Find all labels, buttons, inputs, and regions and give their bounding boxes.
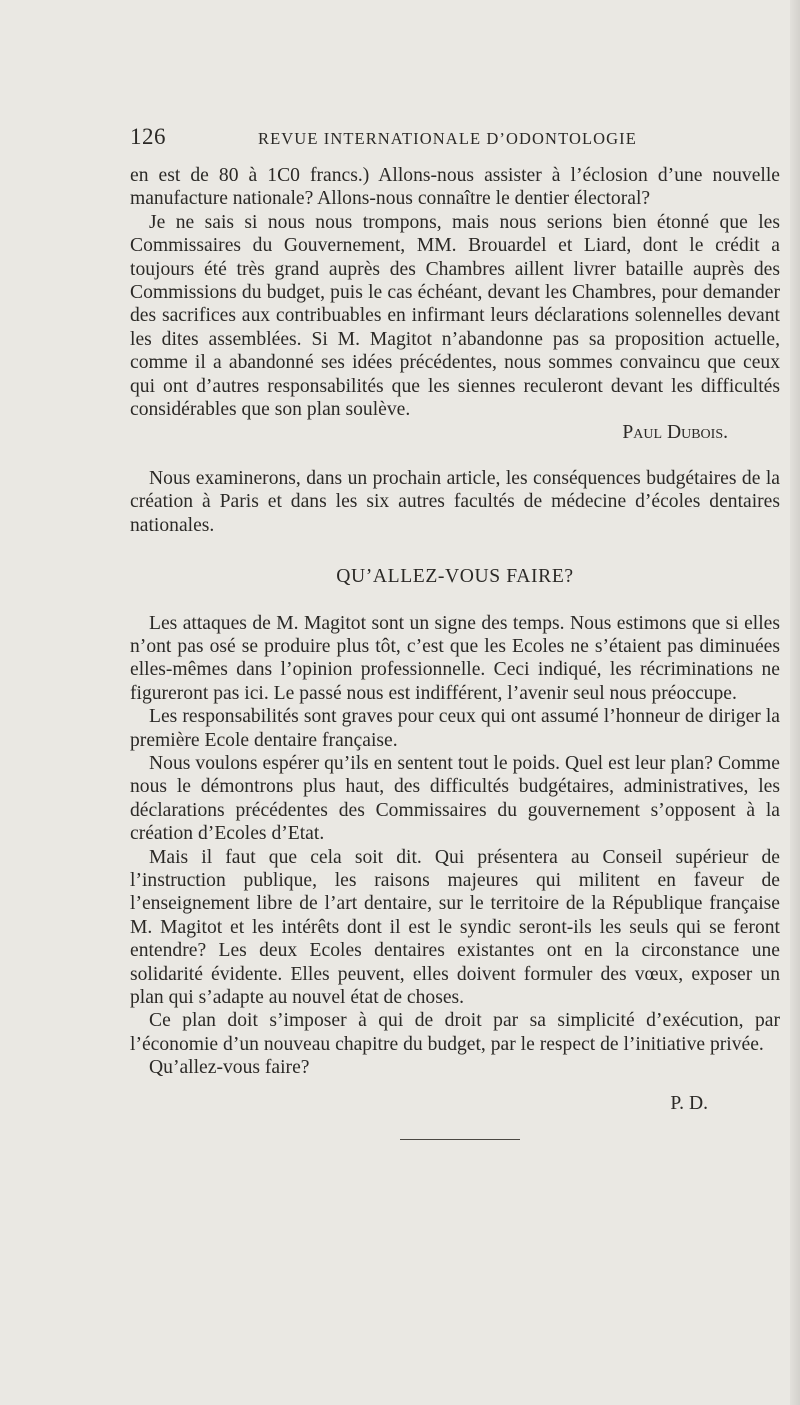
journal-title: REVUE INTERNATIONALE D’ODONTOLOGIE — [258, 129, 637, 148]
body-text — [130, 164, 780, 1140]
page-edge — [790, 0, 800, 1405]
article1-paragraph-1: en est de 80 à 1C0 francs.) Allons-nous assister à l’éclosion d’une nouvelle manufacture nationale? Allons-nous connaître le dentier électoral? — [130, 165, 780, 210]
article2-paragraph-6: Qu’allez-vous faire? — [149, 1057, 310, 1079]
article2-paragraph-1: Les attaques de M. Magitot sont un signe des temps. Nous estimons que si elles n’ont pas osé se produire plus tôt, c’est que les Ecoles ne s’étaient pas diminuées elles-mêmes dans l’opinion professionnelle. Ceci indiqué, les récriminations ne figureront pas ici. Le passé nous est indifférent, l’avenir seul nous préoccupe. — [130, 612, 780, 704]
article2-paragraph-2: Les responsabilités sont graves pour ceux qui ont assumé l’honneur de diriger la première Ecole dentaire française. — [130, 706, 780, 751]
end-rule — [400, 1139, 520, 1140]
article2-paragraph-5: Ce plan doit s’imposer à qui de droit par sa simplicité d’exécution, par l’économie d’un nouveau chapitre du budget, par le respect de l’initiative privée. — [130, 1010, 780, 1055]
page-number: 126 — [130, 124, 166, 149]
author-signature: Paul Dubois. — [622, 422, 728, 444]
article1-paragraph-2: Je ne sais si nous nous trompons, mais nous serions bien étonné que les Commissaires du Gouvernement, MM. Brouardel et Liard, dont le crédit a toujours été très grand auprès des Chambres aillent livrer bataille auprès des Commissions du budget, puis le cas échéant, devant les Chambres, pour demander des sacrifices aux contribuables en infirmant leurs déclarations solennelles devant les dites assemblées. Si M. Magitot n’abandonne pas sa proposition actuelle, comme il a abandonné ses idées précédentes, nous sommes convaincu que ceux qui ont d’autres responsabilités que les siennes reculeront devant les difficultés considérables que son plan soulève. — [130, 211, 780, 421]
running-head — [130, 124, 770, 154]
article2-paragraph-3: Nous voulons espérer qu’ils en sentent tout le poids. Quel est leur plan? Comme nous le démontrons plus haut, des difficultés budgétaires, administratives, les déclarations précédentes des Commissaires du gouvernement s’opposent à la création d’Ecoles d’Etat. — [130, 752, 780, 845]
article1-note: Nous examinerons, dans un prochain article, les conséquences budgétaires de la création à Paris et dans les six autres facultés de médecine d’écoles dentaires nationales. — [130, 467, 780, 536]
author-initials: P. D. — [670, 1092, 708, 1114]
article2-heading: QU’ALLEZ-VOUS FAIRE? — [336, 566, 574, 588]
article2-paragraph-4: Mais il faut que cela soit dit. Qui présentera au Conseil supérieur de l’instruction publique, les raisons majeures qui militent en faveur de l’enseignement libre de l’art dentaire, sur le territoire de la République française M. Magitot et les intérêts dont il est le syndic seront-ils les seuls qui se feront entendre? Les deux Ecoles dentaires existantes ont en la circonstance une solidarité évidente. Elles peuvent, elles doivent formuler des vœux, exposer un plan qui s’adapte au nouvel état de choses. — [130, 846, 780, 1008]
